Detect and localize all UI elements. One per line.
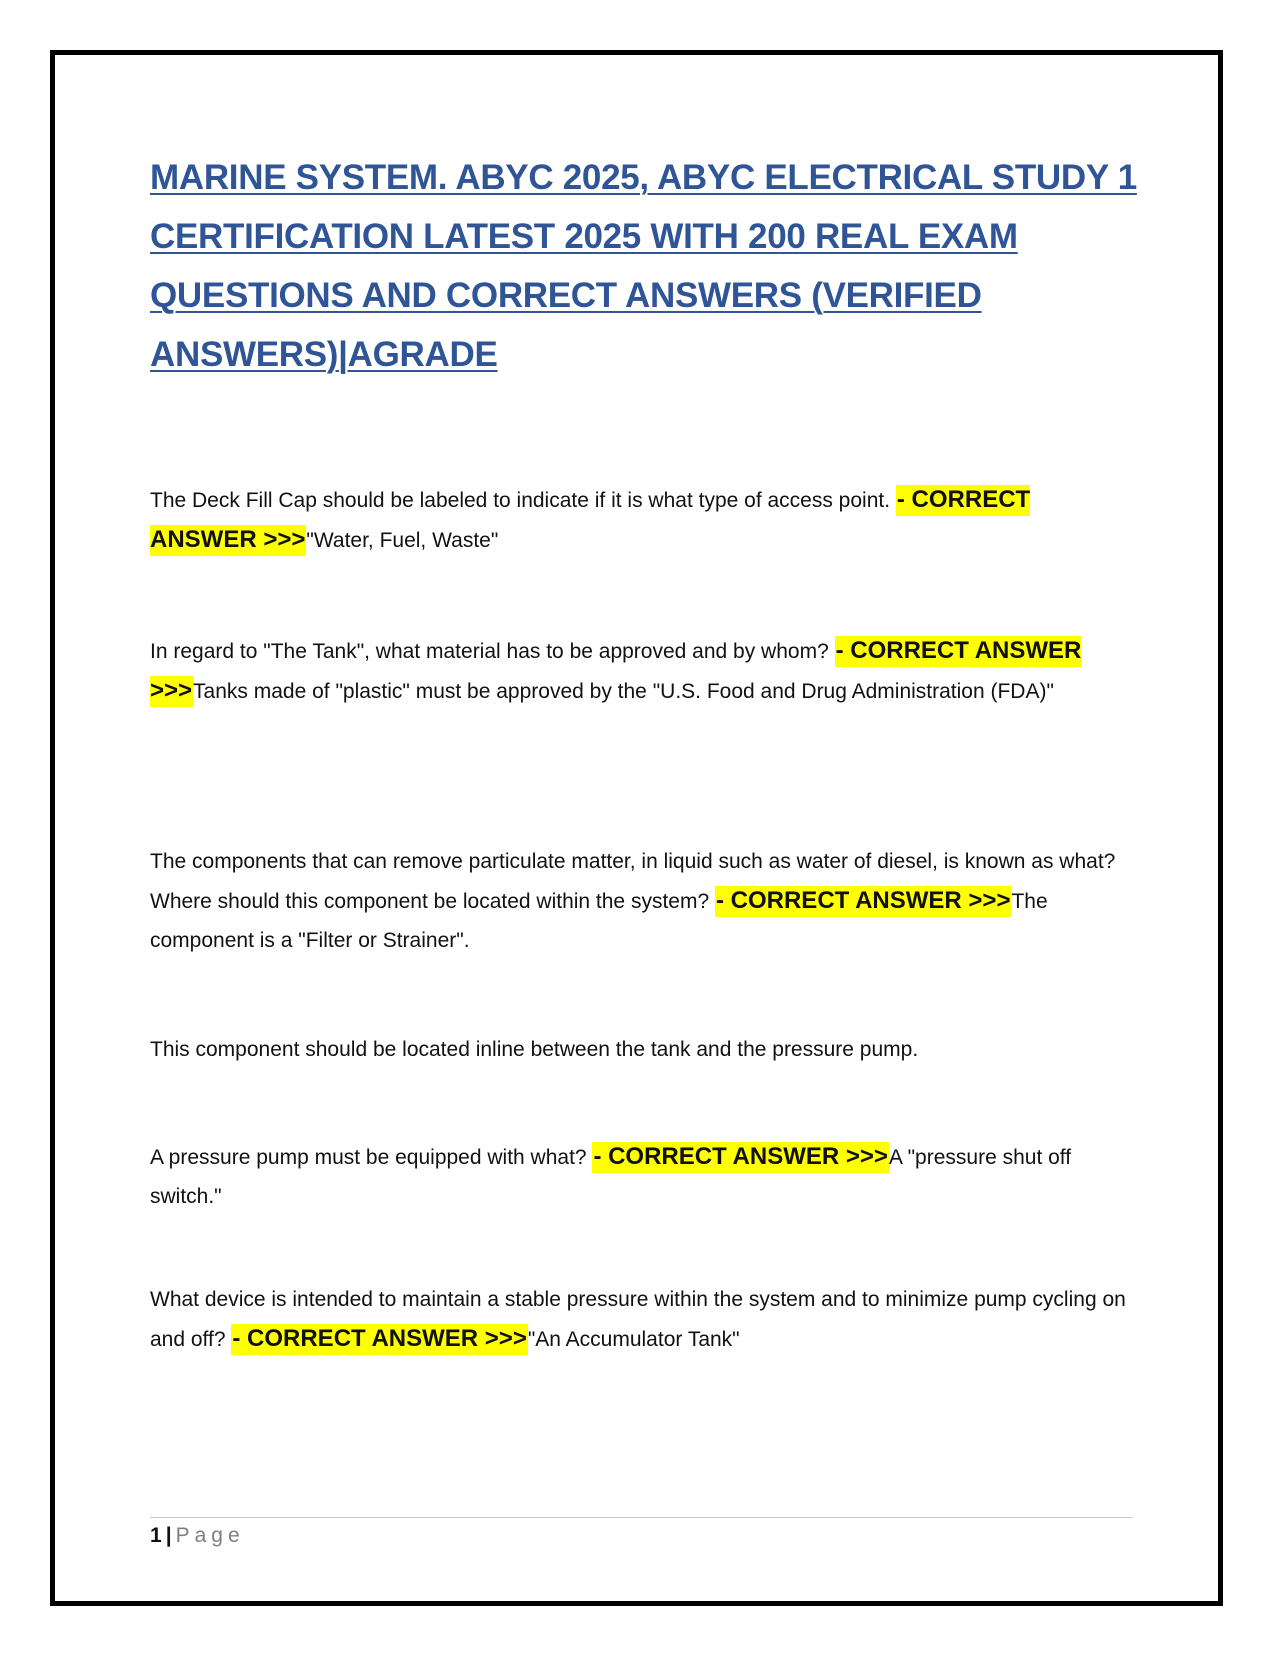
answer-text: The component is a "Filter or Strainer".: [150, 890, 1048, 952]
correct-answer-marker: - CORRECT ANSWER >>>: [592, 1142, 888, 1173]
correct-answer-marker: - CORRECT ANSWER >>>: [231, 1324, 527, 1355]
correct-answer-marker: - CORRECT ANSWER >>>: [150, 485, 1030, 556]
correct-answer-marker: - CORRECT ANSWER >>>: [715, 886, 1011, 917]
question-text: What device is intended to maintain a stable pressure within the system and to minimize pump cycling on and off?: [150, 1288, 1126, 1351]
answer-text: A "pressure shut off switch.": [150, 1146, 1072, 1208]
paragraph-note: This component should be located inline between the tank and the pressure pump.: [150, 1038, 919, 1061]
answer-text: Tanks made of "plastic" must be approved by the "U.S. Food and Drug Administration (FDA)": [193, 680, 1054, 703]
page-number: 1: [150, 1524, 162, 1547]
document-title: MARINE SYSTEM. ABYC 2025, ABYC ELECTRICAL STUDY 1 CERTIFICATION LATEST 2025 WITH 200 REAL EXAM QUESTIONS AND CORRECT ANSWERS (VERIFIED ANSWERS)|AGRADE: [150, 158, 1137, 374]
qa-item-5: [150, 1280, 1130, 1359]
question-text: A pressure pump must be equipped with what?: [150, 1146, 593, 1169]
page-footer: [150, 1522, 245, 1550]
footer-divider: [150, 1517, 1133, 1518]
answer-text: "An Accumulator Tank": [527, 1328, 740, 1351]
correct-answer-marker: - CORRECT ANSWER >>>: [150, 636, 1081, 707]
answer-text: "Water, Fuel, Waste": [306, 529, 499, 552]
question-text: The Deck Fill Cap should be labeled to indicate if it is what type of access point.: [150, 489, 896, 512]
page-label: Page: [175, 1524, 245, 1547]
qa-item-3: [150, 842, 1130, 960]
qa-item-4: [150, 1137, 1130, 1216]
footer-separator: |: [165, 1524, 172, 1547]
question-text: In regard to "The Tank", what material has to be approved and by whom?: [150, 640, 835, 663]
qa-item-2: [150, 631, 1130, 711]
qa-item-1: [150, 480, 1130, 560]
question-text: The components that can remove particulate matter, in liquid such as water of diesel, is known as what? Where should this component be located within the system?: [150, 850, 1116, 913]
